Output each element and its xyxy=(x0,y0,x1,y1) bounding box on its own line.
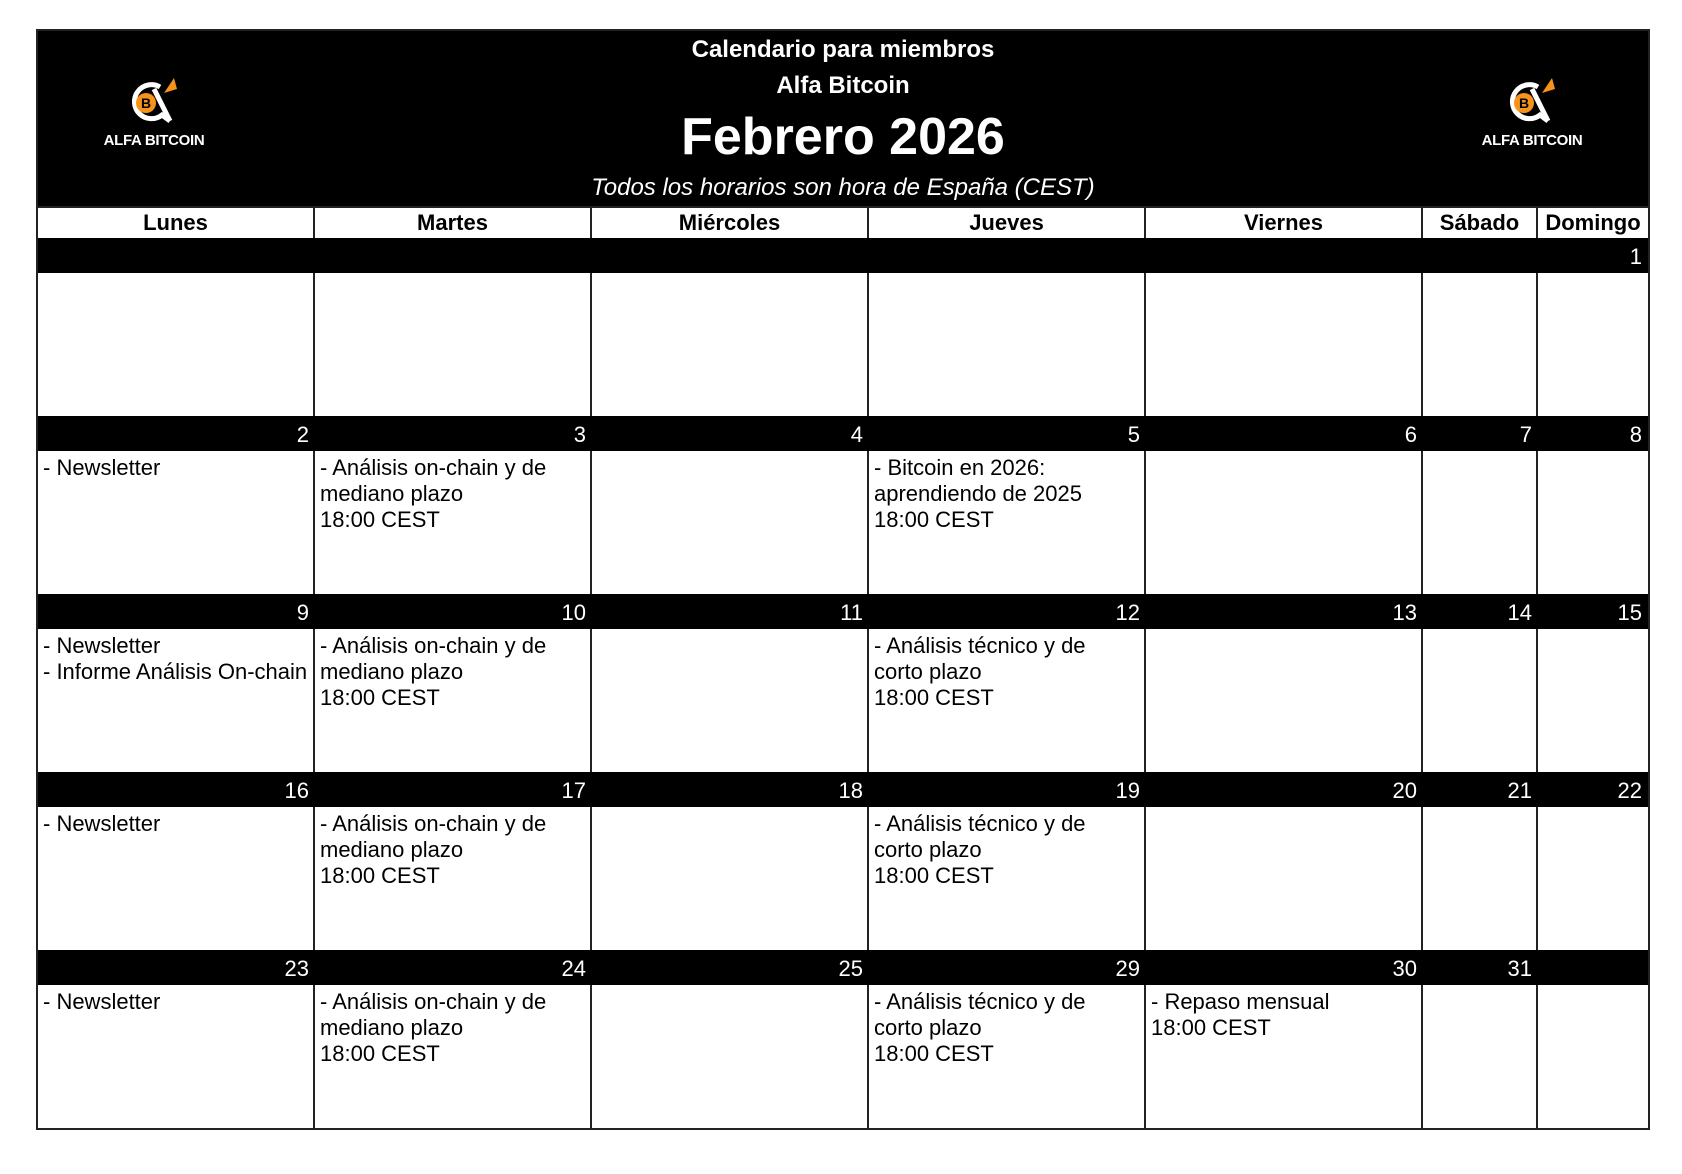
day-cell: - Análisis on-chain y de mediano plazo 18:00 CEST xyxy=(315,629,592,772)
timezone-note: Todos los horarios son hora de España (CEST) xyxy=(591,174,1095,201)
day-cell xyxy=(592,985,869,1128)
day-number xyxy=(592,238,869,273)
day-number: 21 xyxy=(1423,772,1538,807)
day-cell xyxy=(1423,273,1538,416)
day-number: 3 xyxy=(315,416,592,451)
day-number: 10 xyxy=(315,594,592,629)
day-number: 11 xyxy=(592,594,869,629)
day-number: 18 xyxy=(592,772,869,807)
day-number: 23 xyxy=(38,950,315,985)
day-cell xyxy=(1146,807,1423,950)
day-number xyxy=(315,238,592,273)
day-cell: - Newsletter xyxy=(38,451,315,594)
day-number: 20 xyxy=(1146,772,1423,807)
day-header: Martes xyxy=(315,206,592,238)
day-number xyxy=(869,238,1146,273)
day-cell: - Repaso mensual 18:00 CEST xyxy=(1146,985,1423,1128)
day-header: Sábado xyxy=(1423,206,1538,238)
day-header: Lunes xyxy=(38,206,315,238)
day-number: 2 xyxy=(38,416,315,451)
day-cell xyxy=(1538,273,1648,416)
calendar xyxy=(36,29,1650,1130)
day-cell xyxy=(315,273,592,416)
day-cell xyxy=(592,629,869,772)
day-cell: - Newsletter xyxy=(38,807,315,950)
logo-text: ALFA BITCOIN xyxy=(1481,132,1583,149)
day-number: 15 xyxy=(1538,594,1648,629)
day-header: Domingo xyxy=(1538,206,1648,238)
day-number: 8 xyxy=(1538,416,1648,451)
day-number: 30 xyxy=(1146,950,1423,985)
svg-text:B: B xyxy=(141,95,152,111)
day-header: Miércoles xyxy=(592,206,869,238)
day-cell: - Análisis on-chain y de mediano plazo 18:00 CEST xyxy=(315,451,592,594)
day-cell: - Newsletter - Informe Análisis On-chain xyxy=(38,629,315,772)
calendar-header xyxy=(38,31,1648,206)
day-number: 14 xyxy=(1423,594,1538,629)
day-cell xyxy=(1423,451,1538,594)
day-number: 22 xyxy=(1538,772,1648,807)
day-cell xyxy=(1538,629,1648,772)
subtitle-line2: Alfa Bitcoin xyxy=(776,72,910,99)
day-cell xyxy=(1146,451,1423,594)
day-number: 24 xyxy=(315,950,592,985)
day-number: 17 xyxy=(315,772,592,807)
day-cell: - Análisis técnico y de corto plazo 18:00 CEST xyxy=(869,807,1146,950)
day-number xyxy=(1538,950,1648,985)
day-number: 9 xyxy=(38,594,315,629)
day-number: 13 xyxy=(1146,594,1423,629)
day-cell: - Análisis técnico y de corto plazo 18:00 CEST xyxy=(869,985,1146,1128)
day-cell xyxy=(869,273,1146,416)
day-number xyxy=(1423,238,1538,273)
day-number: 12 xyxy=(869,594,1146,629)
day-number: 16 xyxy=(38,772,315,807)
day-cell xyxy=(1423,985,1538,1128)
day-number: 7 xyxy=(1423,416,1538,451)
day-cell xyxy=(1538,985,1648,1128)
svg-text:B: B xyxy=(1519,95,1530,111)
day-cell xyxy=(592,807,869,950)
day-number: 6 xyxy=(1146,416,1423,451)
day-cell xyxy=(1146,273,1423,416)
calendar-grid xyxy=(38,206,1648,1128)
day-cell: - Newsletter xyxy=(38,985,315,1128)
day-cell: - Análisis on-chain y de mediano plazo 18:00 CEST xyxy=(315,807,592,950)
logo-text: ALFA BITCOIN xyxy=(103,132,205,149)
day-cell xyxy=(38,273,315,416)
day-cell xyxy=(592,451,869,594)
day-cell xyxy=(1538,451,1648,594)
day-cell xyxy=(1423,629,1538,772)
day-cell xyxy=(1538,807,1648,950)
month-title: Febrero 2026 xyxy=(681,108,1005,166)
day-cell: - Análisis técnico y de corto plazo 18:00 CEST xyxy=(869,629,1146,772)
subtitle-line1: Calendario para miembros xyxy=(691,36,995,63)
day-cell xyxy=(1423,807,1538,950)
day-cell: - Bitcoin en 2026: aprendiendo de 2025 18:00 CEST xyxy=(869,451,1146,594)
day-number xyxy=(38,238,315,273)
day-header: Viernes xyxy=(1146,206,1423,238)
day-number: 5 xyxy=(869,416,1146,451)
day-number: 4 xyxy=(592,416,869,451)
day-number: 31 xyxy=(1423,950,1538,985)
day-number: 29 xyxy=(869,950,1146,985)
day-number: 19 xyxy=(869,772,1146,807)
day-number xyxy=(1146,238,1423,273)
day-header: Jueves xyxy=(869,206,1146,238)
day-number: 1 xyxy=(1538,238,1648,273)
day-number: 25 xyxy=(592,950,869,985)
day-cell xyxy=(592,273,869,416)
day-cell xyxy=(1146,629,1423,772)
day-cell: - Análisis on-chain y de mediano plazo 18:00 CEST xyxy=(315,985,592,1128)
